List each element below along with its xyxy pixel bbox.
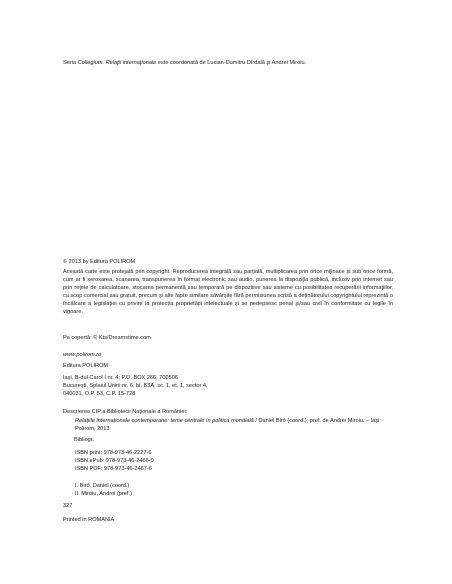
cip-book-title: Relațiile internaționale contemporane: teme centrale în politica mondială [75,418,254,424]
series-prefix: Seria [63,60,78,66]
udc-code: 327 [63,503,73,509]
isbn-pdf: ISBN PDF: 978-973-46-2467-6 [75,466,152,473]
contributors-list [75,482,132,498]
cover-credit: Pe copertă: © Kts/Dreamstime.com [63,335,151,341]
cip-rest: / Daniel Biró (coord.); pref. de Andrei Miroiu. – Iași: Polirom, 2013 [75,418,381,433]
cip-heading: Descrierea CIP a Bibliotecii Naționale a României: [63,409,188,415]
contributor-coord: I. Biró, Daniel (coord.) [75,483,130,489]
copyright-line: © 2013 by Editura POLIROM [63,259,136,265]
contributor-pref: II. Miroiu, Andrei (pref.) [75,491,132,498]
publisher-address [63,374,208,398]
website-link[interactable]: www.polirom.ro [63,352,102,358]
address-line: 040031, O.P. 53, C.P. 15-728 [63,391,136,398]
isbn-print: ISBN print: 978-973-46-2227-6 [75,450,152,456]
cip-description [75,417,395,433]
series-note [63,59,306,67]
legal-notice: Această carte este protejată prin copyright. Reproducerea integrală sau parțială, multiplicarea prin orice mijloace și sub orice formă, cum ar fi xeroxarea, scanarea, transpunerea în format electronic sau audio, punerea la dispoziția publică, inclusiv prin internet sau prin rețele de calculatoare, stocarea permanentă sau temporară pe dispozitive sau sisteme cu posibilitatea recuperării informațiilor, cu scop comercial sau gratuit, precum și alte fapte similare săvârșite fără permisiunea scrisă a deținătorului copyrightului reprezintă o încălcare a legislației cu privire la protecția proprietății intelectuale și se pedepsesc penal și/sau civil în conformitate cu legile în vigoare. [63,269,393,316]
series-suffix: este coordonată de Lucian-Dumitru Dîrdală și Andrei Miroiu. [156,60,307,66]
series-name: Collegium. Relații internaționale [77,60,157,66]
publisher-name: Editura POLIROM [63,363,109,369]
printed-in: Printed in ROMANIA [63,517,115,523]
address-line: București, Splaiul Unirii nr. 6, bl. B3A, sc. 1, et. 1, sector 4, [63,383,208,390]
isbn-epub: ISBN ePub: 978-973-46-2466-9 [75,458,154,465]
bibliogr-note: Bibliogr. [74,437,94,443]
address-line: Iași, B-dul Carol I nr. 4; P.O. BOX 266, 700506 [63,375,178,381]
isbn-list [75,449,154,473]
